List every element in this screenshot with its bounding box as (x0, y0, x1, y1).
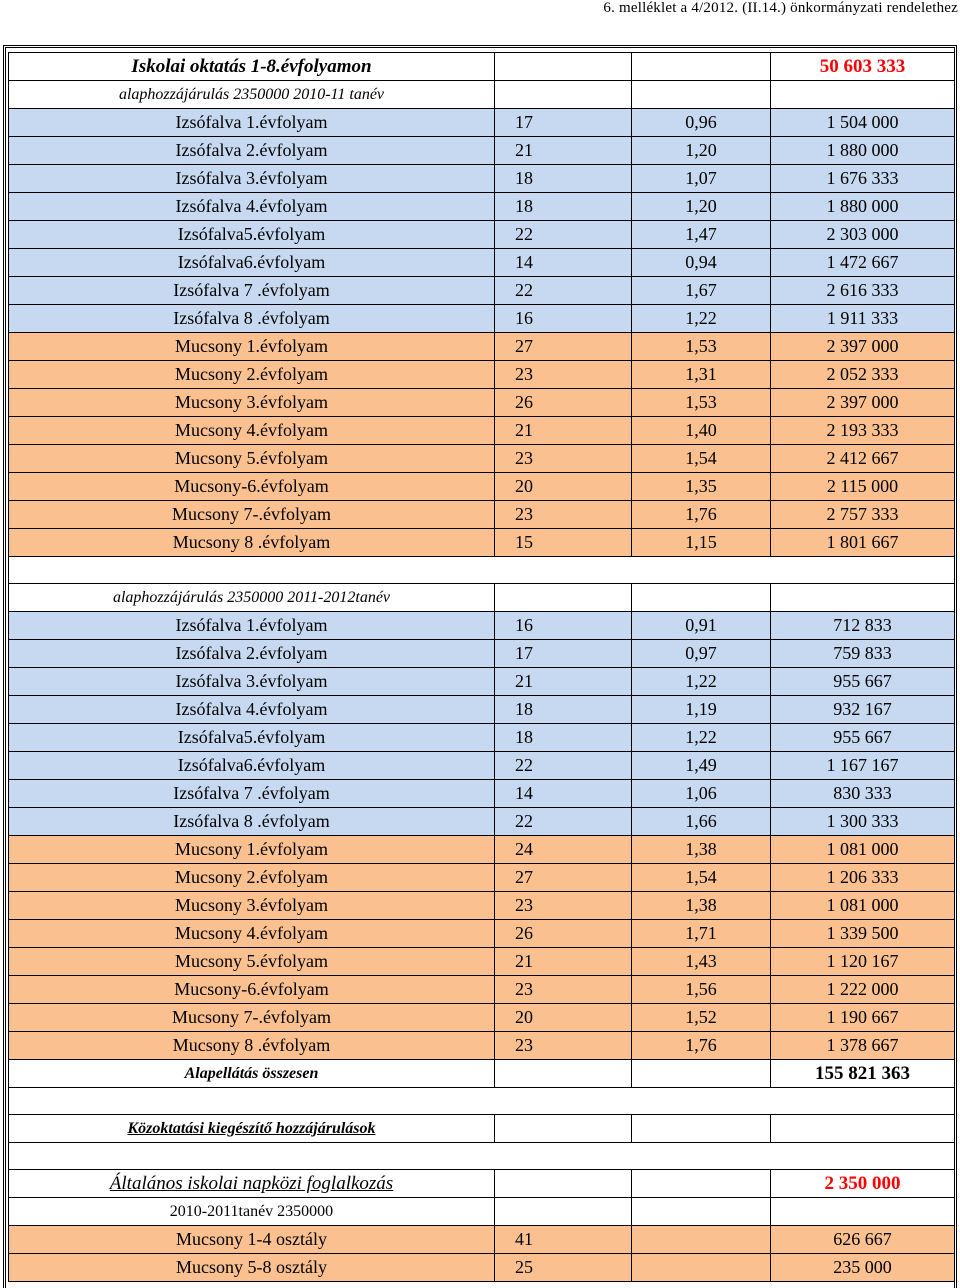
row-label: Izsófalva6.évfolyam (9, 249, 495, 277)
table-row (9, 1226, 955, 1254)
row-ratio: 1,66 (632, 808, 771, 836)
row-amount: 2 193 333 (771, 417, 955, 445)
row-ratio-empty (632, 1254, 771, 1282)
row-label: Izsófalva 2.évfolyam (9, 640, 495, 668)
table-row (9, 1004, 955, 1032)
row-label: Mucsony 5.évfolyam (9, 948, 495, 976)
row-count: 23 (495, 445, 632, 473)
table-row (9, 780, 955, 808)
row-label: Mucsony 1.évfolyam (9, 836, 495, 864)
napkozi-row (9, 1170, 955, 1198)
section2-header-label: alaphozzájárulás 2350000 2011-2012tanév (9, 584, 495, 612)
row-amount: 2 052 333 (771, 361, 955, 389)
table-row (9, 920, 955, 948)
row-count: 21 (495, 137, 632, 165)
row-count: 14 (495, 780, 632, 808)
spacer-row (9, 1088, 955, 1115)
row-label: Izsófalva5.évfolyam (9, 221, 495, 249)
total-row (9, 1060, 955, 1088)
row-label: Izsófalva6.évfolyam (9, 752, 495, 780)
row-ratio: 0,91 (632, 612, 771, 640)
kiegeszito-row-label: Közoktatási kiegészítő hozzájárulások (9, 1115, 495, 1143)
table-row (9, 640, 955, 668)
row-label: Mucsony 3.évfolyam (9, 892, 495, 920)
row-amount: 1 081 000 (771, 836, 955, 864)
table-row (9, 277, 955, 305)
table-row (9, 501, 955, 529)
napkozi-row-label: Általános iskolai napközi foglalkozás (9, 1170, 495, 1198)
row-ratio: 1,07 (632, 165, 771, 193)
row-count: 16 (495, 305, 632, 333)
table-row (9, 1254, 955, 1282)
table-row (9, 193, 955, 221)
row-count: 17 (495, 109, 632, 137)
table-row (9, 165, 955, 193)
row-ratio: 1,76 (632, 1032, 771, 1060)
row-label: Mucsony-6.évfolyam (9, 473, 495, 501)
row-count: 23 (495, 1032, 632, 1060)
row-count: 14 (495, 249, 632, 277)
row-ratio: 1,43 (632, 948, 771, 976)
row-amount: 2 397 000 (771, 389, 955, 417)
napkozi-year-label: 2010-2011tanév 2350000 (9, 1198, 495, 1226)
row-amount: 1 676 333 (771, 165, 955, 193)
table-row (9, 137, 955, 165)
row-count: 18 (495, 696, 632, 724)
row-amount: 759 833 (771, 640, 955, 668)
row-count: 24 (495, 836, 632, 864)
row-label: Izsófalva 2.évfolyam (9, 137, 495, 165)
row-ratio: 1,31 (632, 361, 771, 389)
table-row (9, 892, 955, 920)
row-ratio: 1,49 (632, 752, 771, 780)
row-ratio: 1,47 (632, 221, 771, 249)
table-row (9, 612, 955, 640)
row-count: 21 (495, 948, 632, 976)
row-ratio: 1,06 (632, 780, 771, 808)
row-ratio: 1,20 (632, 137, 771, 165)
row-count: 18 (495, 193, 632, 221)
row-ratio: 1,56 (632, 976, 771, 1004)
row-amount: 1 378 667 (771, 1032, 955, 1060)
row-amount: 955 667 (771, 724, 955, 752)
row-count: 26 (495, 920, 632, 948)
row-label: Izsófalva 3.évfolyam (9, 668, 495, 696)
row-ratio: 1,19 (632, 696, 771, 724)
table-row (9, 333, 955, 361)
row-label: Izsófalva 8 .évfolyam (9, 305, 495, 333)
table-row (9, 389, 955, 417)
row-amount: 1 190 667 (771, 1004, 955, 1032)
row-amount: 1 880 000 (771, 193, 955, 221)
row-count: 20 (495, 1004, 632, 1032)
row-amount: 1 504 000 (771, 109, 955, 137)
row-label: Izsófalva5.évfolyam (9, 724, 495, 752)
section1-header-row (9, 81, 955, 109)
row-count: 23 (495, 976, 632, 1004)
table-row (9, 976, 955, 1004)
row-amount: 830 333 (771, 780, 955, 808)
row-count: 22 (495, 808, 632, 836)
row-ratio: 0,96 (632, 109, 771, 137)
table-row (9, 668, 955, 696)
row-amount: 2 115 000 (771, 473, 955, 501)
table-row (9, 249, 955, 277)
row-amount: 932 167 (771, 696, 955, 724)
row-ratio: 0,94 (632, 249, 771, 277)
row-label: Mucsony 5.évfolyam (9, 445, 495, 473)
row-label: Mucsony 5-8 osztály (9, 1254, 495, 1282)
row-label: Izsófalva 1.évfolyam (9, 612, 495, 640)
napkozi-row-amount: 2 350 000 (771, 1170, 955, 1198)
table-row (9, 752, 955, 780)
row-label: Mucsony 4.évfolyam (9, 920, 495, 948)
row-amount: 626 667 (771, 1226, 955, 1254)
row-amount: 1 339 500 (771, 920, 955, 948)
table-row (9, 445, 955, 473)
row-count: 23 (495, 501, 632, 529)
title-label: Iskolai oktatás 1-8.évfolyamon (9, 53, 495, 81)
row-amount: 1 206 333 (771, 864, 955, 892)
row-count: 17 (495, 640, 632, 668)
row-ratio: 1,76 (632, 501, 771, 529)
row-count: 18 (495, 165, 632, 193)
row-label: Izsófalva 3.évfolyam (9, 165, 495, 193)
table-row (9, 948, 955, 976)
row-amount: 235 000 (771, 1254, 955, 1282)
table-row (9, 808, 955, 836)
row-amount: 1 300 333 (771, 808, 955, 836)
row-count: 16 (495, 612, 632, 640)
row-ratio: 1,52 (632, 1004, 771, 1032)
row-count: 22 (495, 221, 632, 249)
table-row (9, 417, 955, 445)
row-ratio: 1,54 (632, 864, 771, 892)
row-ratio: 1,22 (632, 724, 771, 752)
row-ratio: 1,38 (632, 892, 771, 920)
row-amount: 1 911 333 (771, 305, 955, 333)
row-amount: 712 833 (771, 612, 955, 640)
row-count: 21 (495, 668, 632, 696)
row-ratio: 1,71 (632, 920, 771, 948)
row-amount: 1 120 167 (771, 948, 955, 976)
row-count: 15 (495, 529, 632, 557)
row-label: Izsófalva 7 .évfolyam (9, 780, 495, 808)
row-label: Mucsony 2.évfolyam (9, 864, 495, 892)
row-label: Mucsony 1.évfolyam (9, 333, 495, 361)
row-label: Mucsony 7-.évfolyam (9, 501, 495, 529)
row-count: 27 (495, 864, 632, 892)
table-row (9, 221, 955, 249)
spacer-row (9, 1143, 955, 1170)
row-count: 27 (495, 333, 632, 361)
row-label: Mucsony-6.évfolyam (9, 976, 495, 1004)
row-count: 25 (495, 1254, 632, 1282)
row-count: 21 (495, 417, 632, 445)
total-row-amount: 155 821 363 (771, 1060, 955, 1088)
row-ratio: 1,54 (632, 445, 771, 473)
row-amount: 2 303 000 (771, 221, 955, 249)
row-label: Izsófalva 8 .évfolyam (9, 808, 495, 836)
table-row (9, 473, 955, 501)
row-amount: 1 222 000 (771, 976, 955, 1004)
table-row (9, 724, 955, 752)
table-row (9, 1032, 955, 1060)
row-ratio: 0,97 (632, 640, 771, 668)
row-count: 20 (495, 473, 632, 501)
row-label: Izsófalva 1.évfolyam (9, 109, 495, 137)
row-amount: 1 081 000 (771, 892, 955, 920)
row-ratio: 1,53 (632, 389, 771, 417)
row-amount: 2 412 667 (771, 445, 955, 473)
row-ratio: 1,53 (632, 333, 771, 361)
row-label: Mucsony 4.évfolyam (9, 417, 495, 445)
row-amount: 1 167 167 (771, 752, 955, 780)
row-label: Mucsony 8 .évfolyam (9, 529, 495, 557)
table-row (9, 109, 955, 137)
row-ratio: 1,40 (632, 417, 771, 445)
row-ratio: 1,15 (632, 529, 771, 557)
table-row (9, 864, 955, 892)
row-amount: 955 667 (771, 668, 955, 696)
row-amount: 1 801 667 (771, 529, 955, 557)
title-row (9, 53, 955, 81)
napkozi-year (9, 1198, 955, 1226)
spacer-row (9, 557, 955, 584)
row-label: Mucsony 7-.évfolyam (9, 1004, 495, 1032)
total-row-label: Alapellátás összesen (9, 1060, 495, 1088)
document-header: 6. melléklet a 4/2012. (II.14.) önkormányzati rendelethez (603, 0, 958, 16)
row-label: Mucsony 3.évfolyam (9, 389, 495, 417)
table-row (9, 305, 955, 333)
section1-label: alaphozzájárulás 2350000 2010-11 tanév (9, 81, 495, 109)
row-ratio-empty (632, 1226, 771, 1254)
table-row (9, 696, 955, 724)
row-label: Mucsony 2.évfolyam (9, 361, 495, 389)
row-label: Mucsony 8 .évfolyam (9, 1032, 495, 1060)
row-label: Izsófalva 4.évfolyam (9, 696, 495, 724)
kiegeszito-row (9, 1115, 955, 1143)
row-ratio: 1,22 (632, 305, 771, 333)
row-count: 26 (495, 389, 632, 417)
row-label: Izsófalva 4.évfolyam (9, 193, 495, 221)
table-row (9, 361, 955, 389)
row-ratio: 1,22 (632, 668, 771, 696)
budget-table (8, 52, 955, 1282)
title-amount: 50 603 333 (771, 53, 955, 81)
row-count: 22 (495, 752, 632, 780)
row-label: Mucsony 1-4 osztály (9, 1226, 495, 1254)
row-count: 18 (495, 724, 632, 752)
row-amount: 2 757 333 (771, 501, 955, 529)
row-count: 22 (495, 277, 632, 305)
row-ratio: 1,35 (632, 473, 771, 501)
row-amount: 2 616 333 (771, 277, 955, 305)
table-row (9, 529, 955, 557)
row-ratio: 1,38 (632, 836, 771, 864)
row-amount: 1 472 667 (771, 249, 955, 277)
row-ratio: 1,20 (632, 193, 771, 221)
row-ratio: 1,67 (632, 277, 771, 305)
section2-header (9, 584, 955, 612)
row-label: Izsófalva 7 .évfolyam (9, 277, 495, 305)
row-count: 23 (495, 892, 632, 920)
row-count: 41 (495, 1226, 632, 1254)
row-amount: 1 880 000 (771, 137, 955, 165)
table-row (9, 836, 955, 864)
row-count: 23 (495, 361, 632, 389)
row-amount: 2 397 000 (771, 333, 955, 361)
